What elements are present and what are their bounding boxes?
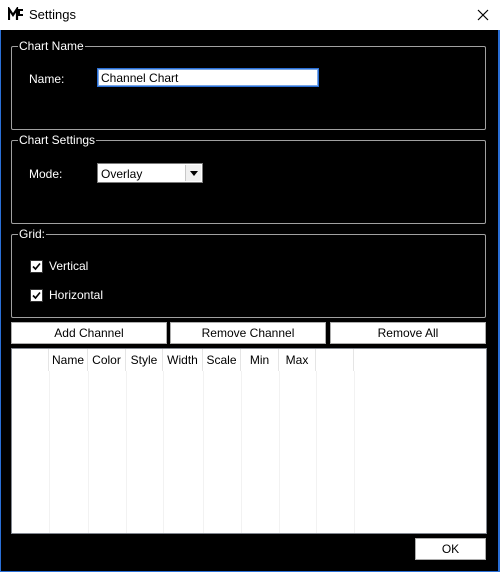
- mode-label: Mode:: [29, 167, 63, 181]
- chart-settings-group-title: Chart Settings: [19, 133, 96, 147]
- checkmark-icon: [32, 291, 41, 300]
- channel-table[interactable]: [11, 348, 487, 534]
- column-divider: [354, 371, 355, 533]
- column-header-min[interactable]: Min: [241, 349, 279, 371]
- checkmark-icon: [32, 262, 41, 271]
- chevron-down-icon: [190, 171, 198, 176]
- chart-name-group-title: Chart Name: [19, 39, 84, 53]
- remove-channel-button[interactable]: Remove Channel: [170, 322, 326, 344]
- column-divider: [241, 371, 242, 533]
- horizontal-grid-option[interactable]: [30, 288, 103, 302]
- mc-logo-icon: [8, 7, 24, 21]
- column-divider: [279, 371, 280, 533]
- name-label: Name:: [29, 72, 65, 86]
- column-header-width[interactable]: Width: [163, 349, 203, 371]
- grid-group: [11, 227, 486, 318]
- column-divider: [316, 371, 317, 533]
- column-divider: [203, 371, 204, 533]
- horizontal-checkbox[interactable]: [30, 289, 43, 302]
- column-header-extra[interactable]: [316, 349, 354, 371]
- channel-table-header: [12, 349, 354, 371]
- close-icon: [477, 9, 489, 21]
- column-divider: [88, 371, 89, 533]
- chart-name-group: [11, 39, 486, 130]
- column-divider: [163, 371, 164, 533]
- vertical-checkbox[interactable]: [30, 260, 43, 273]
- dropdown-arrow[interactable]: [185, 165, 201, 181]
- column-header-color[interactable]: Color: [88, 349, 126, 371]
- horizontal-label: Horizontal: [49, 288, 104, 302]
- column-header-row-selector[interactable]: [12, 349, 49, 371]
- close-button[interactable]: [470, 2, 496, 28]
- vertical-label: Vertical: [49, 259, 89, 273]
- column-header-style[interactable]: Style: [126, 349, 163, 371]
- column-header-name[interactable]: Name: [49, 349, 88, 371]
- name-input[interactable]: [97, 68, 319, 87]
- mode-select[interactable]: [97, 163, 203, 183]
- window-title: Settings: [29, 7, 76, 22]
- column-header-max[interactable]: Max: [279, 349, 316, 371]
- column-divider: [126, 371, 127, 533]
- grid-group-title: Grid:: [19, 227, 46, 241]
- column-header-scale[interactable]: Scale: [203, 349, 241, 371]
- ok-button[interactable]: OK: [415, 538, 486, 560]
- column-divider: [49, 371, 50, 533]
- vertical-grid-option[interactable]: [30, 259, 88, 273]
- mode-selected-value: Overlay: [101, 167, 143, 181]
- chart-settings-group: [11, 133, 486, 224]
- title-bar: [0, 0, 500, 30]
- add-channel-button[interactable]: Add Channel: [11, 322, 167, 344]
- remove-all-button[interactable]: Remove All: [330, 322, 486, 344]
